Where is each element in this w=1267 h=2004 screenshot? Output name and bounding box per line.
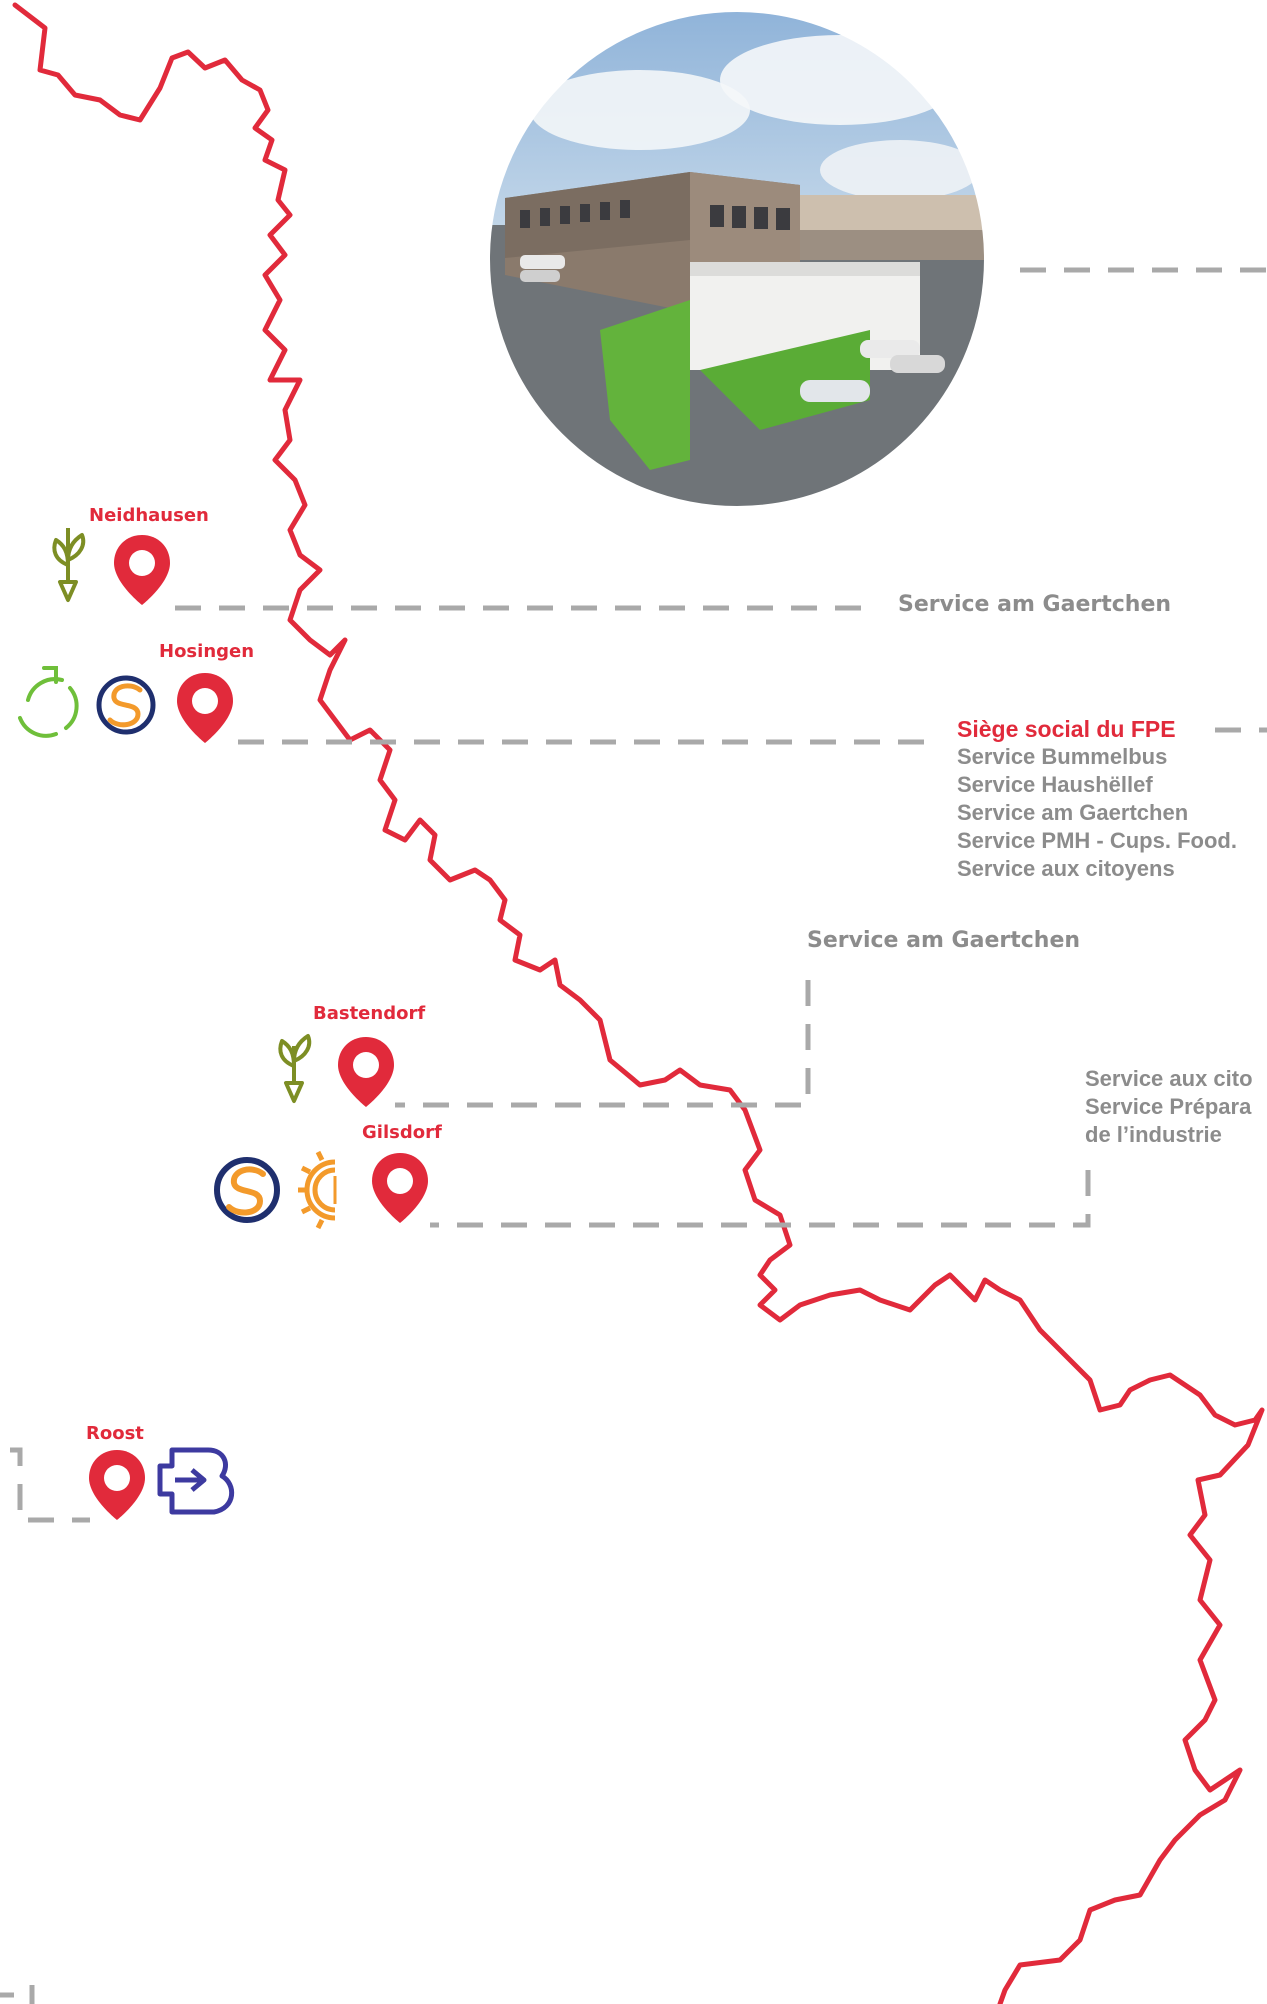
place-label-neidhausen: Neidhausen — [89, 505, 209, 526]
map-pin-icon-neidhausen[interactable] — [114, 535, 170, 605]
connector-lines — [0, 270, 1267, 2004]
map-pin-icon-roost[interactable] — [89, 1450, 145, 1520]
service-item: Service aux cito — [1085, 1066, 1253, 1091]
place-label-hosingen: Hosingen — [159, 641, 255, 662]
plant-trowel-icon — [280, 1036, 309, 1101]
service-label-bastendorf: Service am Gaertchen — [807, 928, 1081, 953]
place-label-bastendorf: Bastendorf — [313, 1003, 426, 1024]
connector-gilsdorf — [430, 1170, 1088, 1225]
service-item: Service PMH - Cups. Food. — [957, 828, 1237, 853]
recycle-icon — [20, 668, 77, 736]
place-label-roost: Roost — [86, 1423, 144, 1444]
service-item: Service Prépara — [1085, 1094, 1252, 1119]
half-gear-icon — [298, 1152, 335, 1228]
connector-bastendorf — [395, 980, 808, 1105]
headquarters-title: Siège social du FPE — [957, 716, 1176, 742]
service-block-gilsdorf — [1085, 1065, 1253, 1149]
map-pin-icon-hosingen[interactable] — [177, 673, 233, 743]
connector-bottom — [0, 1985, 32, 2004]
service-block-hosingen — [957, 715, 1237, 883]
service-item: Service Bummelbus — [957, 744, 1168, 769]
service-item: Service Haushëllef — [957, 772, 1153, 797]
service-item: Service aux citoyens — [957, 856, 1175, 881]
place-label-gilsdorf: Gilsdorf — [362, 1122, 442, 1143]
service-label-neidhausen: Service am Gaertchen — [898, 592, 1172, 617]
service-item: Service am Gaertchen — [957, 800, 1189, 825]
s-logo-icon — [99, 678, 153, 732]
connector-roost — [10, 1450, 90, 1520]
map-pin-icon-gilsdorf[interactable] — [372, 1153, 428, 1223]
map-pin-icon-bastendorf[interactable] — [338, 1037, 394, 1107]
service-item: de l’industrie — [1085, 1122, 1222, 1147]
building-photo — [480, 8, 1000, 525]
plant-trowel-icon — [54, 528, 83, 600]
b-arrow-icon — [160, 1450, 232, 1512]
s-logo-icon — [217, 1160, 277, 1220]
